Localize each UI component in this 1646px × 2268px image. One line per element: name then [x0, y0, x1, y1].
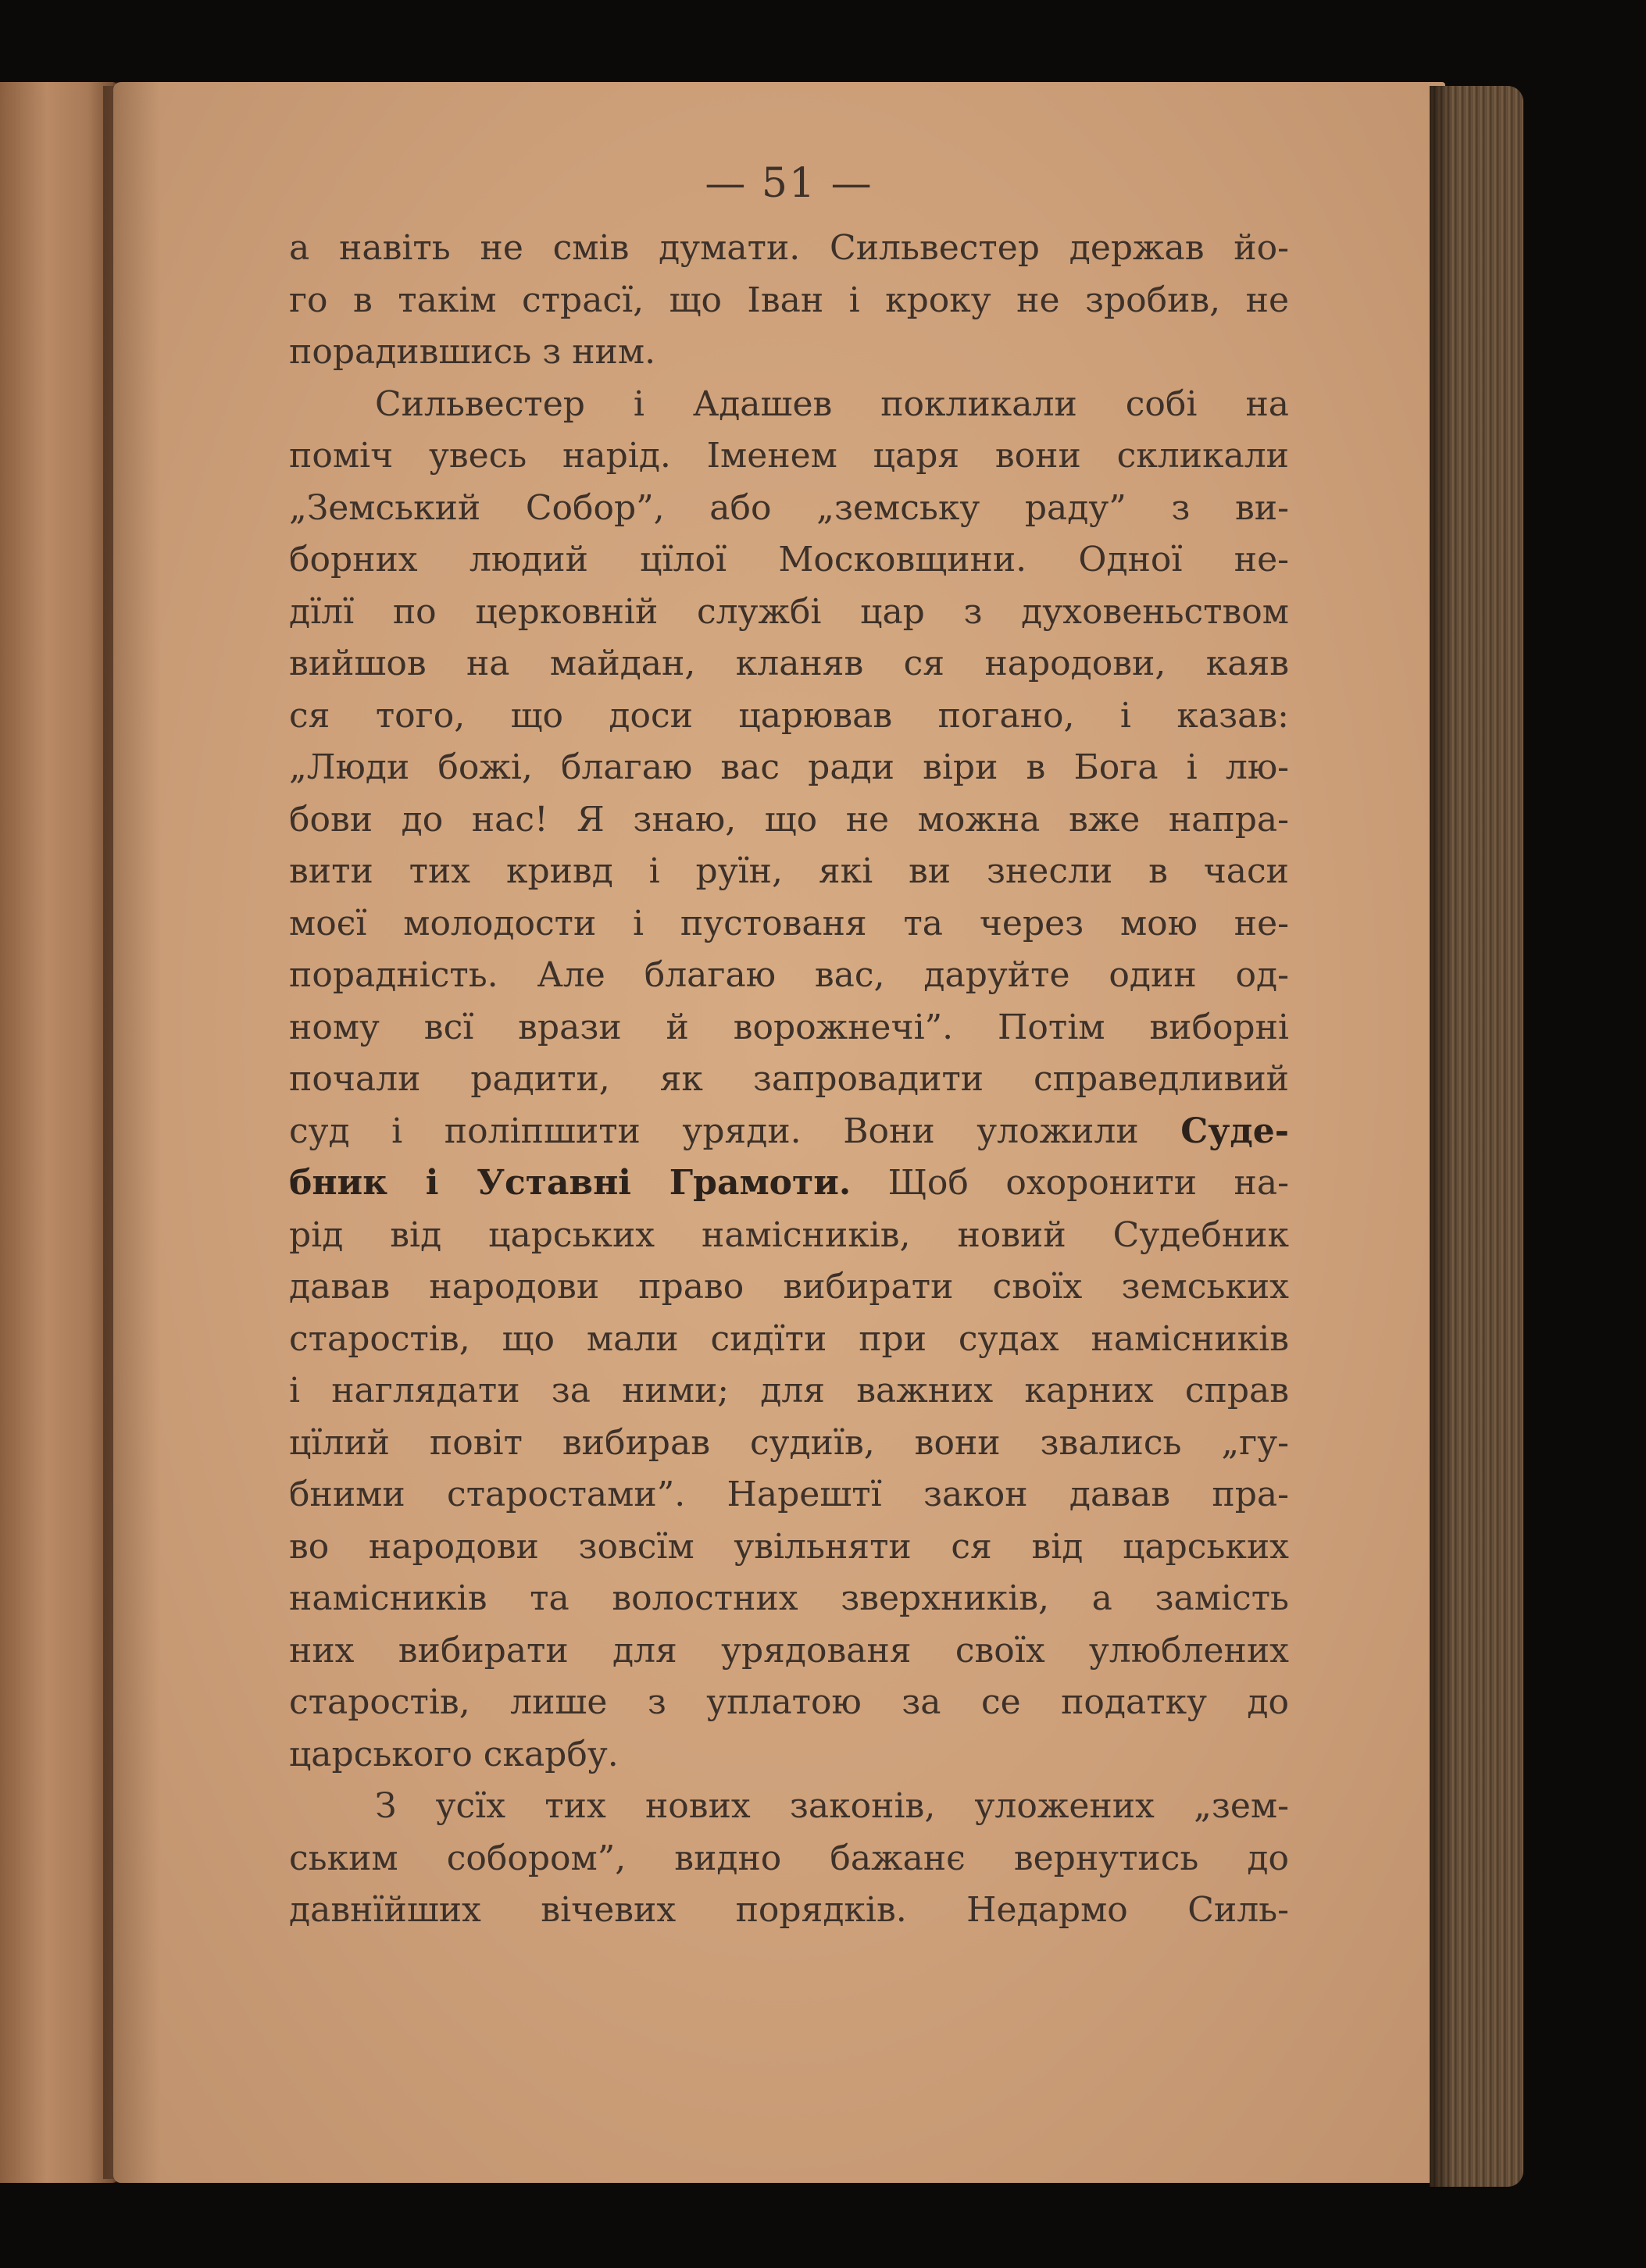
page-text	[289, 160, 1289, 1937]
previous-page-edge	[0, 82, 117, 2183]
text-line: „Люди божі, благаю вас ради віри в Бога і лю-	[289, 747, 1289, 787]
text-line: цїлий повіт вибирав судиїв, вони звались „гу-	[289, 1422, 1289, 1463]
text-line: дїлї по церковній службі цар з духовеньством	[289, 591, 1289, 632]
text-line: борних людий цїлої Московщини. Одної не-	[289, 540, 1289, 579]
text-line: них вибирати для урядованя своїх улюблених	[289, 1630, 1289, 1671]
text-line: царського скарбу.	[289, 1734, 619, 1774]
text-line-with-bold	[289, 1157, 1289, 1210]
text-run: Щоб охоронити на-	[851, 1163, 1289, 1203]
text-line: ному всї врази й ворожнечі”. Потім виборні	[289, 1007, 1289, 1047]
text-line: бними старостами”. Нарештї закон давав пра-	[289, 1475, 1289, 1514]
text-line: ським собором”, видно бажанє вернутись до	[289, 1838, 1289, 1878]
text-line: Сильвестер і Адашев покликали собі на	[375, 383, 1289, 424]
text-line: вити тих кривд і руїн, які ви знесли в часи	[289, 851, 1289, 891]
text-run: суд і поліпшити уряди. Вони уложили	[289, 1111, 1181, 1151]
page-number: — 51 —	[705, 160, 873, 207]
text-line: „Земський Собор”, або „земську раду” з ви-	[289, 487, 1289, 528]
text-line: намісників та волостних зверхників, а замість	[289, 1578, 1289, 1618]
text-line: го в такім страсї, що Іван і кроку не зробив, не	[289, 280, 1289, 320]
text-line: рід від царських намісників, новий Судебник	[289, 1214, 1289, 1255]
page-shading	[113, 82, 160, 2183]
text-line: порадність. Але благаю вас, даруйте один од-	[289, 955, 1289, 995]
bold-term: Суде-	[1180, 1111, 1289, 1151]
text-line-with-bold	[289, 1106, 1289, 1158]
text-line: старостів, що мали сидїти при судах намісників	[289, 1318, 1289, 1359]
paragraph-2	[289, 379, 1289, 1781]
text-line: моєї молодости і пустованя та через мою не-	[289, 903, 1289, 943]
text-line: поміч увесь нарід. Іменем царя вони скликали	[289, 436, 1289, 476]
text-line: давнїйших вічевих порядків. Недармо Силь-	[289, 1890, 1289, 1930]
text-line: почали радити, як запровадити справедливий	[289, 1059, 1289, 1099]
text-line: ся того, що доси царював погано, і казав:	[289, 695, 1289, 736]
text-line: бови до нас! Я знаю, що не можна вже напра-	[289, 799, 1289, 840]
text-line: старостів, лише з уплатою за се податку до	[289, 1682, 1289, 1722]
bold-term: бник і Уставні Грамоти.	[289, 1163, 852, 1203]
text-line: а навіть не смів думати. Сильвестер держав йо-	[289, 228, 1289, 268]
paragraph-1	[289, 223, 1289, 379]
text-line: порадившись з ним.	[289, 332, 656, 372]
text-line: З усїх тих нових законів, уложених „зем-	[375, 1786, 1289, 1826]
text-line: вийшов на майдан, кланяв ся народови, каяв	[289, 644, 1289, 683]
paragraph-3	[289, 1781, 1289, 1937]
text-line: во народови зовсїм увільняти ся від царських	[289, 1526, 1289, 1567]
text-line: давав народови право вибирати своїх земських	[289, 1267, 1289, 1307]
page-edges-shadow	[1430, 86, 1453, 2187]
text-line: і наглядати за ними; для важних карних справ	[289, 1371, 1289, 1410]
